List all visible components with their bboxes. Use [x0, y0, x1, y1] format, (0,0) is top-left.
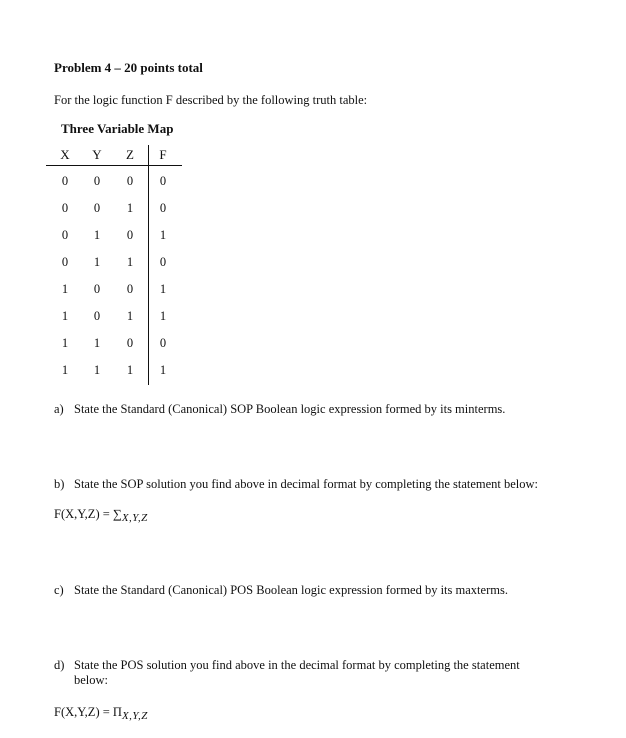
header-x: X — [60, 147, 70, 162]
table-row — [46, 193, 182, 220]
cell-f: 1 — [159, 282, 167, 296]
question-a — [54, 402, 505, 417]
question-b-label: b) — [54, 477, 65, 491]
header-z: Z — [126, 147, 134, 162]
cell-f: 0 — [159, 174, 167, 188]
table-row — [46, 247, 182, 274]
cell-f: 0 — [159, 255, 167, 269]
cell-z: 0 — [126, 336, 134, 350]
question-a-label: a) — [54, 402, 64, 416]
question-c-text: State the Standard (Canonical) POS Boolean logic expression formed by its maxterms. — [74, 583, 508, 597]
cell-z: 1 — [126, 363, 134, 377]
intro-text: For the logic function F described by the following truth table: — [54, 93, 368, 107]
table-row — [46, 328, 182, 355]
question-a-text: State the Standard (Canonical) SOP Boolean logic expression formed by its minterms. — [74, 402, 506, 416]
cell-z: 1 — [126, 255, 134, 269]
table-row — [46, 274, 182, 301]
cell-y: 0 — [93, 309, 101, 323]
pos-formula-prefix: F(X,Y,Z) = — [54, 705, 113, 719]
question-d-continuation: below: — [74, 673, 109, 687]
table-caption: Three Variable Map — [61, 121, 174, 136]
cell-x: 0 — [61, 228, 69, 242]
cell-y: 0 — [93, 282, 101, 296]
problem-title: Problem 4 – 20 points total — [54, 60, 203, 75]
product-symbol: Π — [112, 705, 122, 719]
cell-f: 0 — [159, 336, 167, 350]
question-c — [54, 583, 508, 598]
table-row — [46, 220, 182, 247]
cell-x: 0 — [61, 255, 69, 269]
cell-x: 0 — [61, 201, 69, 215]
header-y: Y — [92, 147, 102, 162]
sum-symbol: ∑ — [112, 507, 122, 521]
table-row — [46, 355, 182, 382]
cell-z: 0 — [126, 174, 134, 188]
question-b — [54, 477, 538, 492]
sop-formula-subscript: X,Y,Z — [121, 512, 148, 524]
sop-formula — [54, 507, 148, 522]
cell-z: 1 — [126, 309, 134, 323]
cell-f: 1 — [159, 228, 167, 242]
cell-x: 1 — [61, 282, 69, 296]
table-row — [46, 301, 182, 328]
header-f: F — [159, 147, 167, 162]
cell-z: 0 — [126, 228, 134, 242]
cell-y: 1 — [93, 363, 101, 377]
cell-y: 1 — [93, 228, 101, 242]
cell-x: 0 — [61, 174, 69, 188]
cell-x: 1 — [61, 309, 69, 323]
cell-z: 1 — [126, 201, 134, 215]
question-c-label: c) — [54, 583, 64, 597]
question-d-label: d) — [54, 658, 65, 672]
cell-y: 0 — [93, 174, 101, 188]
table-row — [46, 166, 182, 193]
cell-x: 1 — [61, 363, 69, 377]
cell-f: 0 — [159, 201, 167, 215]
cell-f: 1 — [159, 363, 167, 377]
truth-table — [46, 145, 182, 382]
cell-z: 0 — [126, 282, 134, 296]
question-d — [54, 658, 520, 673]
cell-y: 0 — [93, 201, 101, 215]
cell-f: 1 — [159, 309, 167, 323]
pos-formula — [54, 705, 148, 720]
question-b-text: State the SOP solution you find above in decimal format by completing the statement below: — [74, 477, 539, 491]
cell-x: 1 — [61, 336, 69, 350]
question-d-text-line1: State the POS solution you find above in the decimal format by completing the statement — [74, 658, 520, 672]
sop-formula-prefix: F(X,Y,Z) = — [54, 507, 113, 521]
table-header-row — [46, 145, 182, 166]
cell-y: 1 — [93, 336, 101, 350]
cell-y: 1 — [93, 255, 101, 269]
pos-formula-subscript: X,Y,Z — [121, 710, 148, 722]
